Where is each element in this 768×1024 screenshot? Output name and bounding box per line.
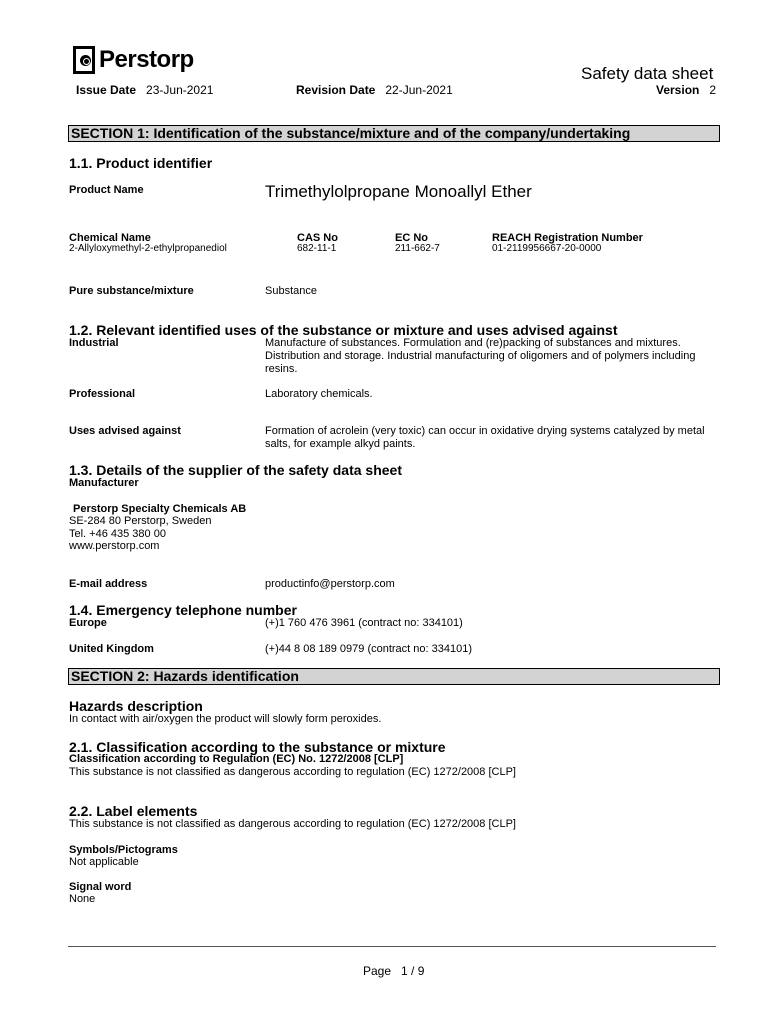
- product-name-label: Product Name: [69, 184, 144, 196]
- ec-no-header: EC No: [395, 232, 428, 244]
- signal-word-value: None: [69, 893, 96, 905]
- manufacturer-label: Manufacturer: [69, 477, 139, 489]
- version: [656, 83, 716, 97]
- uk-label: United Kingdom: [69, 643, 154, 655]
- professional-label: Professional: [69, 388, 136, 400]
- heading-2-2: 2.2. Label elements: [69, 803, 198, 819]
- logo-text: Perstorp: [99, 46, 194, 73]
- industrial-value: Manufacture of substances. Formulation and (re)packing of substances and mixtures. Distribution and storage. Industrial manufacturing of oligomers and of polymers including resins.: [265, 337, 696, 375]
- version-label: Version: [656, 83, 700, 97]
- heading-1-2: 1.2. Relevant identified uses of the substance or mixture and uses advised against: [69, 322, 618, 338]
- version-value: 2: [709, 83, 717, 97]
- uk-value: (+)44 8 08 189 0979 (contract no: 334101): [265, 643, 473, 655]
- perstorp-logo-icon: [73, 46, 95, 74]
- hazards-description-text: In contact with air/oxygen the product will slowly form peroxides.: [69, 713, 382, 725]
- issue-date-value: 23-Jun-2021: [146, 83, 214, 97]
- page-number: [363, 964, 424, 978]
- classification-text: This substance is not classified as dangerous according to regulation (EC) 1272/2008 [CLP]: [69, 766, 516, 778]
- ec-no-value: 211-662-7: [395, 243, 440, 254]
- pure-substance-value: Substance: [265, 285, 317, 297]
- symbols-value: Not applicable: [69, 856, 139, 868]
- email-label: E-mail address: [69, 578, 148, 590]
- page-label: Page: [363, 964, 392, 978]
- footer-divider: [68, 946, 716, 947]
- signal-word-label: Signal word: [69, 881, 132, 893]
- chemical-name-header: Chemical Name: [69, 232, 151, 244]
- cas-no-value: 682-11-1: [297, 243, 337, 254]
- section-1-header: SECTION 1: Identification of the substance/mixture and of the company/undertaking: [68, 125, 720, 142]
- product-name-value: Trimethylolpropane Monoallyl Ether: [265, 182, 532, 201]
- reach-value: 01-2119956667-20-0000: [492, 243, 602, 254]
- europe-value: (+)1 760 476 3961 (contract no: 334101): [265, 617, 463, 629]
- europe-label: Europe: [69, 617, 107, 629]
- revision-date: [296, 83, 453, 97]
- classification-subheading: Classification according to Regulation (EC) No. 1272/2008 [CLP]: [69, 753, 404, 765]
- heading-1-4: 1.4. Emergency telephone number: [69, 602, 297, 618]
- professional-value: Laboratory chemicals.: [265, 388, 373, 400]
- industrial-label: Industrial: [69, 337, 119, 349]
- cas-no-header: CAS No: [297, 232, 338, 244]
- document-title: Safety data sheet: [581, 64, 714, 83]
- uses-advised-against-label: Uses advised against: [69, 425, 181, 437]
- heading-1-3: 1.3. Details of the supplier of the safety data sheet: [69, 462, 402, 478]
- issue-date-label: Issue Date: [76, 83, 137, 97]
- reach-header: REACH Registration Number: [492, 232, 643, 244]
- heading-2-1: 2.1. Classification according to the substance or mixture: [69, 739, 446, 755]
- section-2-header: SECTION 2: Hazards identification: [68, 668, 720, 685]
- hazards-description-heading: Hazards description: [69, 698, 203, 714]
- revision-date-label: Revision Date: [296, 83, 376, 97]
- company-tel: Tel. +46 435 380 00: [69, 528, 166, 540]
- symbols-label: Symbols/Pictograms: [69, 844, 178, 856]
- chemical-name-value: 2-Allyloxymethyl-2-ethylpropanediol: [69, 243, 227, 254]
- issue-date: [76, 83, 213, 97]
- label-elements-text: This substance is not classified as dangerous according to regulation (EC) 1272/2008 [CLP]: [69, 818, 516, 830]
- revision-date-value: 22-Jun-2021: [385, 83, 453, 97]
- pure-substance-label: Pure substance/mixture: [69, 285, 194, 297]
- company-address: SE-284 80 Perstorp, Sweden: [69, 515, 212, 527]
- email-value[interactable]: productinfo@perstorp.com: [265, 578, 395, 590]
- page-value: 1 / 9: [401, 964, 425, 978]
- company-website[interactable]: www.perstorp.com: [69, 540, 160, 552]
- heading-1-1: 1.1. Product identifier: [69, 155, 213, 171]
- uses-advised-against-value: Formation of acrolein (very toxic) can occur in oxidative drying systems catalyzed by metal salts, for example alkyd paints.: [265, 425, 705, 450]
- company-name: Perstorp Specialty Chemicals AB: [73, 503, 247, 515]
